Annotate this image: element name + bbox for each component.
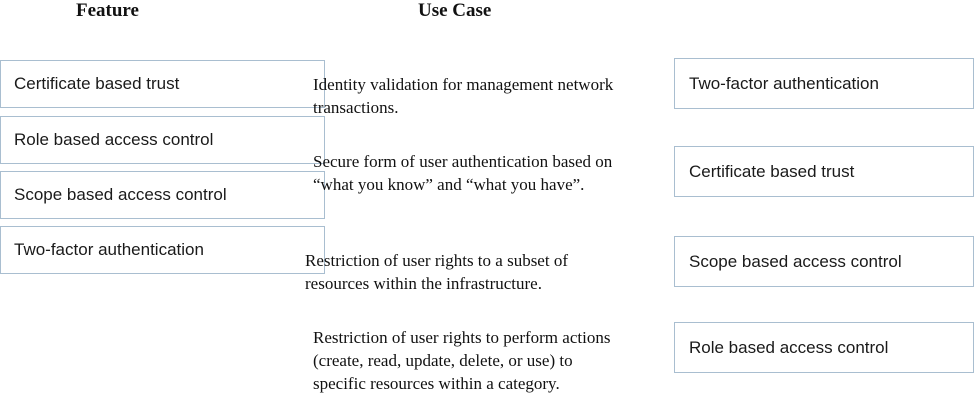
use-case-text-subset-restriction: Restriction of user rights to a subset of resources within the infrastructure. — [305, 251, 568, 293]
use-case-text-identity-validation: Identity validation for management network transactions. — [313, 75, 614, 117]
feature-heading: Feature — [76, 0, 139, 21]
answer-slot-1[interactable]: Two-factor authentication — [674, 58, 974, 109]
answer-slot-2[interactable]: Certificate based trust — [674, 146, 974, 197]
feature-option-two-factor-authentication[interactable]: Two-factor authentication — [0, 226, 325, 274]
use-case-text-secure-authentication: Secure form of user authentication based on “what you know” and “what you have”. — [313, 152, 613, 194]
answer-slot-4[interactable]: Role based access control — [674, 322, 974, 373]
feature-option-scope-based-access-control[interactable]: Scope based access control — [0, 171, 325, 219]
use-case-text-actions-restriction: Restriction of user rights to perform actions (create, read, update, delete, or use) to specific resources within a category. — [313, 328, 611, 393]
answer-slot-3[interactable]: Scope based access control — [674, 236, 974, 287]
feature-option-certificate-based-trust[interactable]: Certificate based trust — [0, 60, 325, 108]
use-case-heading: Use Case — [418, 0, 492, 21]
feature-option-role-based-access-control[interactable]: Role based access control — [0, 116, 325, 164]
